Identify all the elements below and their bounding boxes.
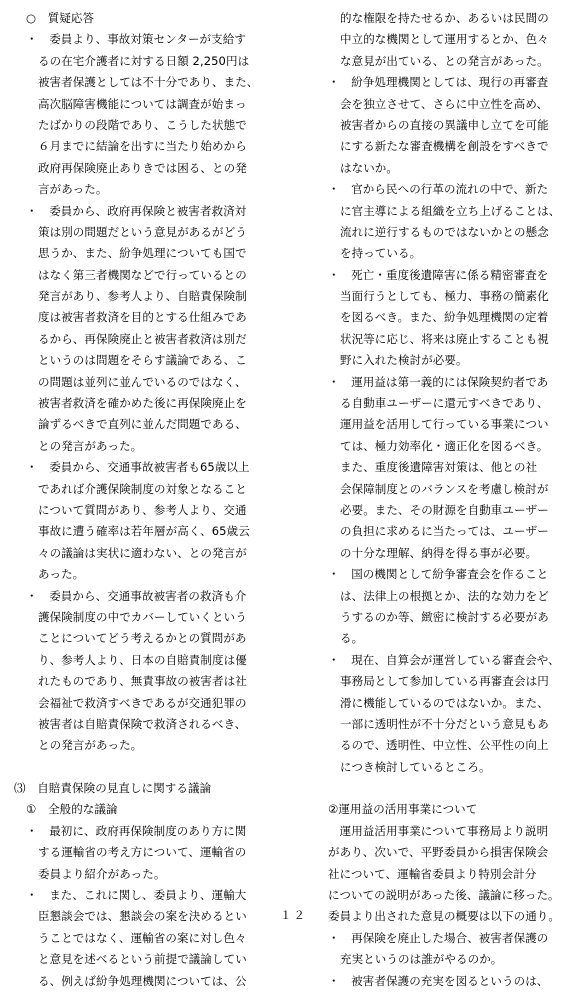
text-line: 論ずるべきで直列に並んだ問題である、 — [38, 417, 247, 432]
text-line: を図るべき。また、紛争処理機関の定着 — [340, 310, 549, 325]
text-line: の十分な理解、納得を得る事が必要。 — [340, 545, 538, 560]
text-line: 護保険制度の中でカバーしていくという — [38, 609, 247, 624]
text-line: があり、次いで、平野委員から損害保険会 — [328, 845, 549, 860]
text-line: 運用益活用事業について事務局より説明 — [328, 823, 549, 838]
text-line: 滑に機能しているのではないか。また、 — [340, 695, 549, 710]
text-line: 策は別の問題だという意見があるがどう — [38, 224, 247, 239]
text-line: 社について、運輸省委員より特別会計分 — [328, 866, 537, 881]
text-line: ・ 国の機関として紛争審査会を作ること — [328, 567, 549, 582]
text-line: に官主導による組織を立ち上げることは、 — [340, 203, 561, 218]
text-line: はなく第三者機関などで行っているとの — [38, 267, 247, 282]
text-line: 当面行うとしても、極力、事務の簡素化 — [340, 289, 549, 304]
text-line: 野に入れた検討が必要。 — [340, 353, 468, 368]
text-line: について質問があり、参考人より、交通 — [38, 502, 247, 517]
text-line: 必要。また、その財源を自動車ユーザー — [340, 502, 549, 517]
text-line: 事故に遭う確率は若年層が高く、65歳云 — [38, 524, 250, 539]
text-line: ・ また、これに関し、委員より、運輸大 — [26, 888, 247, 903]
text-line: うことではなく、運輸省の案に対し色々 — [38, 930, 247, 945]
text-line: る自動車ユーザーに還元すべきであり、 — [340, 396, 549, 411]
text-line: 委員より紹介があった。 — [38, 866, 166, 881]
text-line: ては、極力効率化・適正化を図るべき。 — [340, 438, 549, 453]
text-line: についての説明があった後、議論に移った。 — [328, 888, 560, 903]
text-line: ６月までに結論を出すに当たり始めから — [38, 139, 247, 154]
text-line: 被害者救済を確かめた後に再保険廃止を — [38, 396, 247, 411]
text-line: るから、再保険廃止と被害者救済は別だ — [38, 331, 247, 346]
text-line: あった。 — [38, 567, 85, 582]
text-line: り、参考人より、日本の自賠責制度は優 — [38, 652, 247, 667]
text-line: 度は被害者救済を目的とする仕組みであ — [38, 310, 247, 325]
text-line: ・ 委員から、交通事故被害者も65歳以上 — [26, 460, 250, 475]
text-line: ○ 質疑応答 — [26, 11, 95, 25]
text-line: ・ 最初に、政府再保険制度のあり方に関 — [26, 823, 247, 838]
text-line: 事務局として参加している再審査会は円 — [340, 674, 549, 689]
text-line: であれば介護保険制度の対象となること — [38, 481, 247, 496]
text-line: うするのか等、緻密に検討する必要があ — [340, 609, 549, 624]
right-column — [328, 8, 580, 992]
text-line: 委員より出された意見の概要は以下の通り。 — [328, 909, 560, 924]
text-line: な意見が出ている、との発言があった。 — [340, 53, 549, 68]
text-line: ・ 紛争処理機関としては、現行の再審査 — [328, 75, 549, 90]
text-line: ・ 委員から、交通事故被害者の救済も介 — [26, 588, 247, 603]
text-line: 状況等に応じ、将来は廃止することも視 — [340, 331, 549, 346]
text-line: ⑶ 自賠責保険の見直しに関する議論 — [14, 781, 212, 796]
text-line: 運用益を活用して行っている事業につい — [340, 417, 549, 432]
text-line: ① 全般的な議論 — [26, 802, 118, 817]
text-line: を持っている。 — [340, 246, 422, 261]
text-line: は、法律上の根拠とか、法的な効力をど — [340, 588, 549, 603]
text-line: ・ 被害者保護の充実を図るというのは、 — [328, 973, 549, 988]
text-line: の問題は並列に並んでいるのではなく、 — [38, 374, 247, 389]
text-line: 中立的な機関として運用するとか、色々 — [340, 32, 549, 47]
text-line: たばかりの段階であり、こうした状態で — [38, 117, 247, 132]
text-line: ・ 死亡・重度後遺障害に係る精密審査を — [328, 267, 549, 282]
text-line: 高次脳障害機能については調査が始まっ — [38, 96, 247, 111]
text-line: れたものであり、無責事故の被害者は社 — [38, 674, 247, 689]
text-line: 々の議論は実状に適わない、との発言が — [38, 545, 247, 560]
page-number: １２ — [280, 908, 307, 922]
text-line: 臣懇談会では、懇談会の案を決めるとい — [38, 909, 247, 924]
text-line: ・ 現在、自算会が運営している審査会や、 — [328, 652, 560, 667]
text-line: 一部に透明性が不十分だという意見もあ — [340, 716, 549, 731]
text-line: 言があった。 — [38, 182, 108, 197]
text-line: と意見を述べるという前提で議論してい — [38, 952, 247, 967]
text-line: 思うか、また、紛争処理についても国で — [38, 246, 247, 261]
text-line: というのは問題をそらす議論である、こ — [38, 353, 247, 368]
text-line: 被害者は自賠責保険で救済されるべき、 — [38, 716, 247, 731]
text-line: との発言があった。 — [38, 438, 143, 453]
left-column — [14, 8, 300, 992]
text-line: ・ 官から民への行革の流れの中で、新た — [328, 182, 549, 197]
text-line: ・ 委員から、政府再保険と被害者救済対 — [26, 203, 247, 218]
text-line: る、例えば紛争処理機関については、公 — [38, 973, 247, 988]
text-line: 会福祉で救済すべきであるが交通犯罪の — [38, 695, 247, 710]
text-line: ・ 委員より、事故対策センターが支給す — [26, 32, 246, 47]
text-line — [328, 778, 580, 799]
text-line: する運輸省の考え方について、運輸省の — [38, 845, 247, 860]
text-line: るの在宅介護者に対する日額 2,250円は — [38, 53, 250, 68]
text-line: るので、透明性、中立性、公平性の向上 — [340, 738, 549, 753]
text-line: 会を独立させて、さらに中立性を高め、 — [340, 96, 549, 111]
text-line: につき検討しているところ。 — [340, 759, 491, 774]
text-line: との発言があった。 — [38, 738, 143, 753]
text-line: ②運用益の活用事業について — [328, 802, 478, 817]
text-line: る。 — [340, 631, 364, 646]
text-line: 会保障制度とのバランスを考慮し検討が — [340, 481, 549, 496]
text-line: 的な権限を持たせるか、あるいは民間の — [340, 11, 549, 25]
text-line: また、重度後遺障害対策は、他との社 — [340, 460, 538, 475]
text-line: 流れに逆行するものではないかとの懸念 — [340, 224, 549, 239]
text-line: 充実というのは誰がやるのか。 — [340, 952, 503, 967]
text-line: 政府再保険廃止ありきでは困る、との発 — [38, 160, 247, 175]
text-line: にする新たな審査機構を創設をすべきで — [340, 139, 549, 154]
text-line: 発言があり、参考人より、自賠責保険制 — [38, 289, 247, 304]
text-line: はないか。 — [340, 160, 398, 175]
text-line — [14, 757, 300, 778]
text-line: 被害者からの直接の異議申し立てを可能 — [340, 117, 549, 132]
text-line: 被害者保護としては不十分であり、また、 — [38, 75, 259, 90]
text-line: ことについてどう考えるかとの質問があ — [38, 631, 247, 646]
text-line: ・ 運用益は第一義的には保険契約者であ — [328, 374, 549, 389]
text-line: ・ 再保険を廃止した場合、被害者保護の — [328, 930, 549, 945]
text-line: の負担に求めるに当たっては、ユーザー — [340, 524, 549, 539]
